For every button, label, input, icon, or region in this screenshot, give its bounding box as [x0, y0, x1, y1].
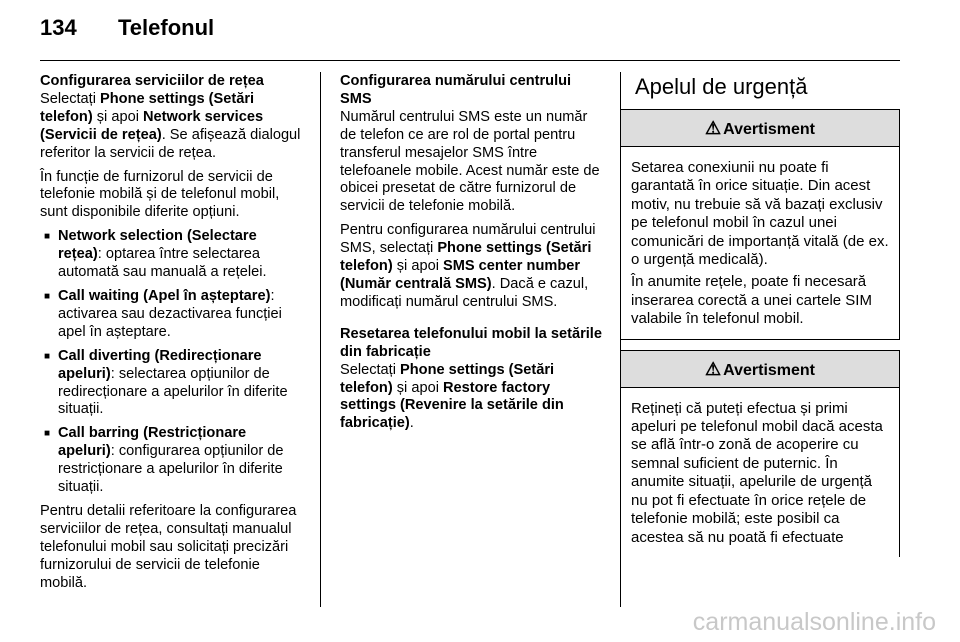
- warning-box-1: [620, 109, 900, 340]
- column-divider-1: [320, 72, 321, 607]
- warning-box-2: [620, 350, 900, 557]
- warning-body: [621, 388, 899, 557]
- warning-text: Setarea conexiunii nu poate fi garantată în orice situație. Din acest motiv, nu trebuie să vă bazați exclusiv pe telefonul mobil în cazul unei comunicări de importanță vitală (de ex. o urgență medicală).: [631, 159, 889, 269]
- column-network-services: [40, 73, 304, 598]
- warning-icon: ⚠: [704, 358, 722, 379]
- warning-header: [621, 351, 899, 388]
- bullet-icon: ■: [44, 290, 51, 302]
- sms-instructions: Pentru configurarea numărului centrului SMS, selectați Phone settings (Setări telefon) și apoi SMS center number (Număr centrală SMS). Dacă e cazul, modificați numărul centrului SMS.: [340, 222, 596, 310]
- section-heading-emergency: Apelul de urgență: [635, 74, 808, 99]
- list-item: ■ Call waiting (Apel în așteptare): activarea sau dezactivarea funcției apel în așteptare.: [44, 287, 282, 340]
- page-number: 134: [40, 15, 77, 40]
- watermark: carmanualsonline.info: [692, 608, 936, 636]
- section-heading-reset: Resetarea telefonului mobil la setările din fabricație: [340, 325, 602, 360]
- bullet-icon: ■: [44, 231, 51, 243]
- warning-body: [621, 147, 899, 339]
- list-item: ■ Call barring (Restricționare apeluri): configurarea opțiunilor de restricționare a apelurilor în diferite situații.: [44, 425, 284, 496]
- sms-description: Numărul centrului SMS este un număr de telefon ce are rol de portal pentru transferul mesajelor SMS între telefoanele mobile. Acest număr este de obicei presetat de către furnizorul de servicii de telefonie mobilă.: [340, 108, 600, 215]
- column-emergency-call: [620, 73, 900, 557]
- page-title: Telefonul: [118, 15, 215, 40]
- list-item: ■ Network selection (Selectare rețea): optarea între selectarea automată sau manuală a rețelei.: [44, 228, 267, 281]
- warning-header: [621, 110, 899, 147]
- warning-text: Rețineți că puteți efectua și primi apeluri pe telefonul mobil dacă acesta se află într-o zonă de acoperire cu semnal suficient de puternic. În anumite situații, apelurile de urgență nu pot fi efectuate în orice rețele de telefonie mobilă; este posibil ca acestea să nu poată fi efectuate: [631, 399, 883, 546]
- network-options-note: În funcție de furnizorul de servicii de telefonie mobilă și de telefonul mobil, sunt disponibile diferite opțiuni.: [40, 168, 280, 221]
- network-intro: Selectați Phone settings (Setări telefon) și apoi Network services (Servicii de rețea). Se afișează dialogul referitor la servicii de rețea.: [40, 90, 301, 161]
- network-closing: Pentru detalii referitoare la configurarea serviciilor de rețea, consultați manualul telefonului mobil sau solicitați precizări furnizorului de servicii de telefonie mobilă.: [40, 502, 297, 591]
- warning-title: Avertisment: [723, 121, 816, 138]
- warning-icon: ⚠: [704, 118, 722, 138]
- network-options-list: [40, 228, 304, 497]
- section-heading-sms: Configurarea numărului centrului SMS: [340, 73, 572, 107]
- column-sms-center: [340, 73, 602, 439]
- bullet-icon: ■: [44, 350, 51, 362]
- warning-title: Avertisment: [723, 361, 816, 379]
- section-heading-network: Configurarea serviciilor de rețea: [40, 73, 264, 89]
- reset-instructions: Selectați Phone settings (Setări telefon) și apoi Restore factory settings (Revenire la setările din fabricație).: [340, 361, 564, 432]
- warning-text: În anumite rețele, poate fi necesară inserarea corectă a unei cartele SIM valabile în telefonul mobil.: [631, 273, 872, 328]
- bullet-icon: ■: [44, 428, 51, 440]
- header-rule: [40, 60, 900, 61]
- list-item: ■ Call diverting (Redirecționare apeluri): selectarea opțiunilor de redirecționare a apelurilor în diferite situații.: [44, 347, 288, 418]
